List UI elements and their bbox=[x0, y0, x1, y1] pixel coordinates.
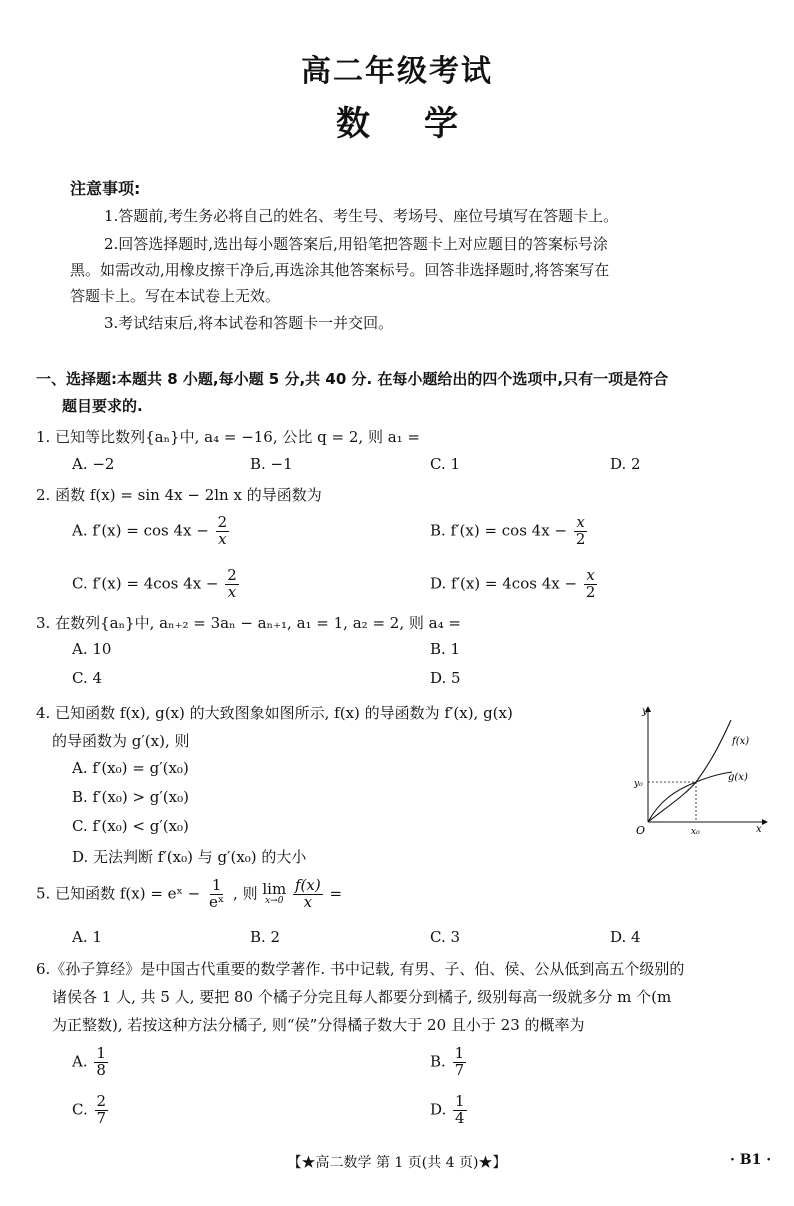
q3-option-d[interactable]: D. 5 bbox=[430, 669, 461, 687]
q6-option-d[interactable] bbox=[430, 1094, 469, 1127]
q1-option-a[interactable]: A. −2 bbox=[72, 455, 115, 473]
q3-option-b[interactable]: B. 1 bbox=[430, 640, 461, 658]
notice-item-2: 2.回答选择题时,选出每小题答案后,用铅笔把答题卡上对应题目的答案标号涂 bbox=[104, 235, 608, 253]
q2-option-d[interactable] bbox=[430, 568, 599, 601]
q5-option-c[interactable]: C. 3 bbox=[430, 928, 461, 946]
notice-heading: 注意事项: bbox=[70, 179, 141, 198]
q4-option-d[interactable]: D. 无法判断 f′(x₀) 与 g′(x₀) 的大小 bbox=[72, 848, 307, 866]
q2-option-d-fraction: $\frac{x}{2}$ bbox=[585, 566, 596, 601]
g-curve bbox=[648, 772, 732, 822]
q6-option-d-fraction: $\frac{1}{4}$ bbox=[455, 1092, 465, 1127]
q5-option-a[interactable]: A. 1 bbox=[72, 928, 102, 946]
q5-stem bbox=[36, 878, 342, 911]
q3-stem: 3. 在数列{aₙ}中, aₙ₊₂ = 3aₙ − aₙ₊₁, a₁ = 1, a₂ = 2, 则 a₄ = bbox=[36, 614, 461, 632]
q6-option-c[interactable] bbox=[72, 1094, 110, 1127]
q4-option-a[interactable]: A. f′(x₀) = g′(x₀) bbox=[72, 759, 189, 777]
q4-option-c[interactable]: C. f′(x₀) < g′(x₀) bbox=[72, 817, 189, 835]
q6-option-d-label: D. bbox=[430, 1100, 447, 1119]
g-label: g(x) bbox=[728, 772, 748, 783]
q2-option-c[interactable] bbox=[72, 568, 241, 601]
q5-stem-mid: , 则 bbox=[233, 884, 258, 903]
q6-stem-line2: 诸侯各 1 人, 共 5 人, 要把 80 个橘子分完且每人都要分到橘子, 级别每高一级就多分 m 个(m bbox=[52, 988, 672, 1006]
q5-limit: lim x→0 bbox=[262, 880, 287, 907]
exam-title: 高二年级考试 bbox=[301, 54, 493, 89]
f-label: f(x) bbox=[732, 736, 750, 747]
q2-option-c-fraction: $\frac{2}{x}$ bbox=[227, 566, 237, 601]
subject-title: 数学 bbox=[336, 104, 512, 144]
x-axis-arrow bbox=[762, 819, 768, 825]
q4-stem-cont: 的导函数为 g′(x), 则 bbox=[52, 732, 190, 750]
q6-stem-line1: 6.《孙子算经》是中国古代重要的数学著作. 书中记载, 有男、子、伯、侯、公从低到高五个级别的 bbox=[36, 960, 685, 978]
q5-option-b[interactable]: B. 2 bbox=[250, 928, 281, 946]
q1-option-b[interactable]: B. −1 bbox=[250, 455, 293, 473]
q5-option-d[interactable]: D. 4 bbox=[610, 928, 641, 946]
f-curve bbox=[648, 720, 731, 822]
page-code: · B1 · bbox=[730, 1152, 772, 1168]
q2-option-a-text: A. f′(x) = cos 4x − bbox=[72, 521, 209, 540]
q6-option-a-fraction: $\frac{1}{8}$ bbox=[96, 1044, 106, 1079]
q6-option-a[interactable] bbox=[72, 1046, 110, 1079]
q6-option-b-fraction: $\frac{1}{7}$ bbox=[454, 1044, 465, 1079]
q6-option-c-fraction: $\frac{2}{7}$ bbox=[96, 1092, 107, 1127]
q2-option-d-text: D. f′(x) = 4cos 4x − bbox=[430, 574, 578, 593]
q1-option-d[interactable]: D. 2 bbox=[610, 455, 641, 473]
q6-option-b-label: B. bbox=[430, 1052, 446, 1071]
y-axis-label: y bbox=[642, 706, 648, 717]
q2-stem: 2. 函数 f(x) = sin 4x − 2ln x 的导函数为 bbox=[36, 486, 322, 504]
q6-option-c-label: C. bbox=[72, 1100, 88, 1119]
x-axis-label: x bbox=[756, 824, 762, 835]
notice-item-2-end: 答题卡上。写在本试卷上无效。 bbox=[70, 287, 281, 305]
origin-label: O bbox=[636, 824, 646, 837]
q4-function-graph bbox=[616, 700, 776, 845]
section-heading-cont: 题目要求的. bbox=[62, 397, 143, 415]
q5-fraction-1: $\frac{1}{\text{eˣ}}$ bbox=[209, 876, 225, 911]
q6-option-b[interactable] bbox=[430, 1046, 468, 1079]
q2-option-a-fraction: $\frac{2}{x}$ bbox=[217, 513, 228, 548]
page-footer: 【★高二数学 第 1 页(共 4 页)★】 bbox=[287, 1155, 507, 1171]
q2-option-c-text: C. f′(x) = 4cos 4x − bbox=[72, 574, 219, 593]
q1-option-c[interactable]: C. 1 bbox=[430, 455, 461, 473]
q6-stem-line3: 为正整数), 若按这种方法分橘子, 则“侯”分得橘子数大于 20 且小于 23 的概率为 bbox=[52, 1016, 585, 1034]
q3-option-a[interactable]: A. 10 bbox=[72, 640, 112, 658]
q5-stem-pre: 5. 已知函数 f(x) = eˣ − bbox=[36, 884, 201, 903]
q2-option-a[interactable] bbox=[72, 515, 231, 548]
q6-option-a-label: A. bbox=[72, 1052, 88, 1071]
q4-option-b[interactable]: B. f′(x₀) > g′(x₀) bbox=[72, 788, 189, 806]
notice-item-1: 1.答题前,考生务必将自己的姓名、考生号、考场号、座位号填写在答题卡上。 bbox=[104, 207, 619, 225]
notice-item-3: 3.考试结束后,将本试卷和答题卡一并交回。 bbox=[104, 314, 394, 332]
q1-stem: 1. 已知等比数列{aₙ}中, a₄ = −16, 公比 q = 2, 则 a₁ = bbox=[36, 428, 421, 446]
q4-stem: 4. 已知函数 f(x), g(x) 的大致图象如图所示, f(x) 的导函数为 f′(x), g(x) bbox=[36, 704, 513, 722]
q2-option-b[interactable] bbox=[430, 515, 589, 548]
x0-label: x₀ bbox=[691, 827, 700, 837]
q5-stem-post: = bbox=[329, 884, 343, 903]
q2-option-b-fraction: $\frac{x}{2}$ bbox=[575, 513, 586, 548]
q3-option-c[interactable]: C. 4 bbox=[72, 669, 103, 687]
notice-item-2-cont: 黑。如需改动,用橡皮擦干净后,再选涂其他答案标号。回答非选择题时,将答案写在 bbox=[70, 261, 610, 279]
y0-label: y₀ bbox=[634, 779, 643, 789]
section-heading: 一、选择题:本题共 8 小题,每小题 5 分,共 40 分. 在每小题给出的四个选项中,只有一项是符合 bbox=[36, 370, 669, 388]
q5-fraction-2: $\frac{f(x)}{x}$ bbox=[294, 876, 321, 911]
q2-option-b-text: B. f′(x) = cos 4x − bbox=[430, 521, 568, 540]
